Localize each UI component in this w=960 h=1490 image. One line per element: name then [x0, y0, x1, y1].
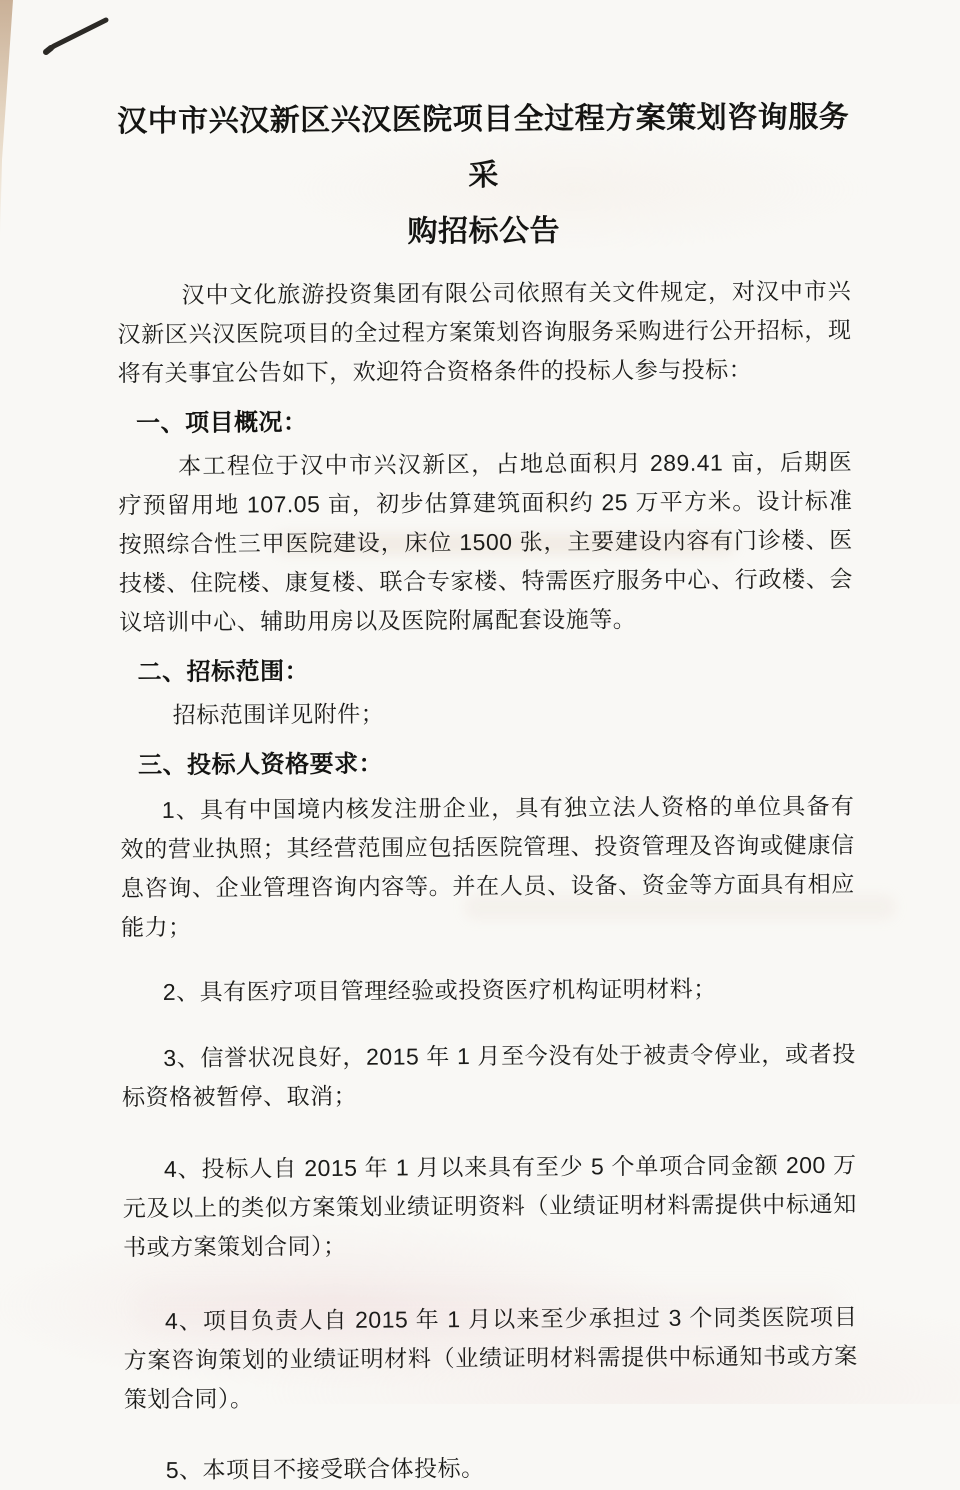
document-title-line1: 汉中市兴汉新区兴汉医院项目全过程方案策划咨询服务采	[117, 100, 850, 193]
qualification-item: 4、项目负责人自 2015 年 1 月以来至少承担过 3 个同类医院项目方案咨询策划的业绩证明材料（业绩证明材料需提供中标通知书或方案策划合同）。	[123, 1303, 858, 1413]
tender-scope-paragraph: 招标范围详见附件；	[172, 700, 385, 728]
qualification-item: 5、本项目不接受联合体投标。	[165, 1455, 485, 1483]
section-heading-project-overview: 一、项目概况：	[135, 409, 308, 438]
document-title	[116, 90, 851, 262]
qualification-item: 2、具有医疗项目管理经验或投资医疗机构证明材料；	[162, 975, 717, 1005]
qualification-item: 1、具有中国境内核发注册企业，具有独立法人资格的单位具备有效的营业执照；其经营范围应包括医院管理、投资管理及咨询或健康信息咨询、企业管理咨询内容等。并在人员、设备、资金等方面具有相应能力；	[120, 792, 855, 941]
qualification-item: 4、投标人自 2015 年 1 月以来具有至少 5 个单项合同金额 200 万元及以上的类似方案策划业绩证明资料（业绩证明材料需提供中标通知书或方案策划合同）；	[122, 1151, 857, 1261]
section-heading-tender-scope: 二、招标范围：	[137, 658, 310, 687]
section-heading-bidder-qualifications: 三、投标人资格要求：	[138, 750, 384, 780]
document-body	[116, 90, 859, 1490]
intro-paragraph: 汉中文化旅游投资集团有限公司依照有关文件规定，对汉中市兴汉新区兴汉医院项目的全过程方案策划咨询服务采购进行公开招标，现将有关事宜公告如下，欢迎符合资格条件的投标人参与投标：	[117, 277, 852, 387]
pen-stroke-mark	[40, 10, 112, 58]
document-title-line2: 购招标公告	[407, 214, 561, 249]
project-overview-paragraph: 本工程位于汉中市兴汉新区，占地总面积月 289.41 亩，后期医疗预留用地 107.05 亩，初步估算建筑面积约 25 万平方米。设计标准按照综合性三甲医院建设，床位 1500 张，主要建设内容有门诊楼、医技楼、住院楼、康复楼、联合专家楼、特需医疗服务中心、行政楼、会议培训中心、辅助用房以及医院附属配套设施等。	[118, 448, 854, 636]
scan-page-edge-artifact	[0, 0, 16, 240]
qualification-item: 3、信誉状况良好，2015 年 1 月至今没有处于被责令停业，或者投标资格被暂停、取消；	[122, 1040, 856, 1111]
